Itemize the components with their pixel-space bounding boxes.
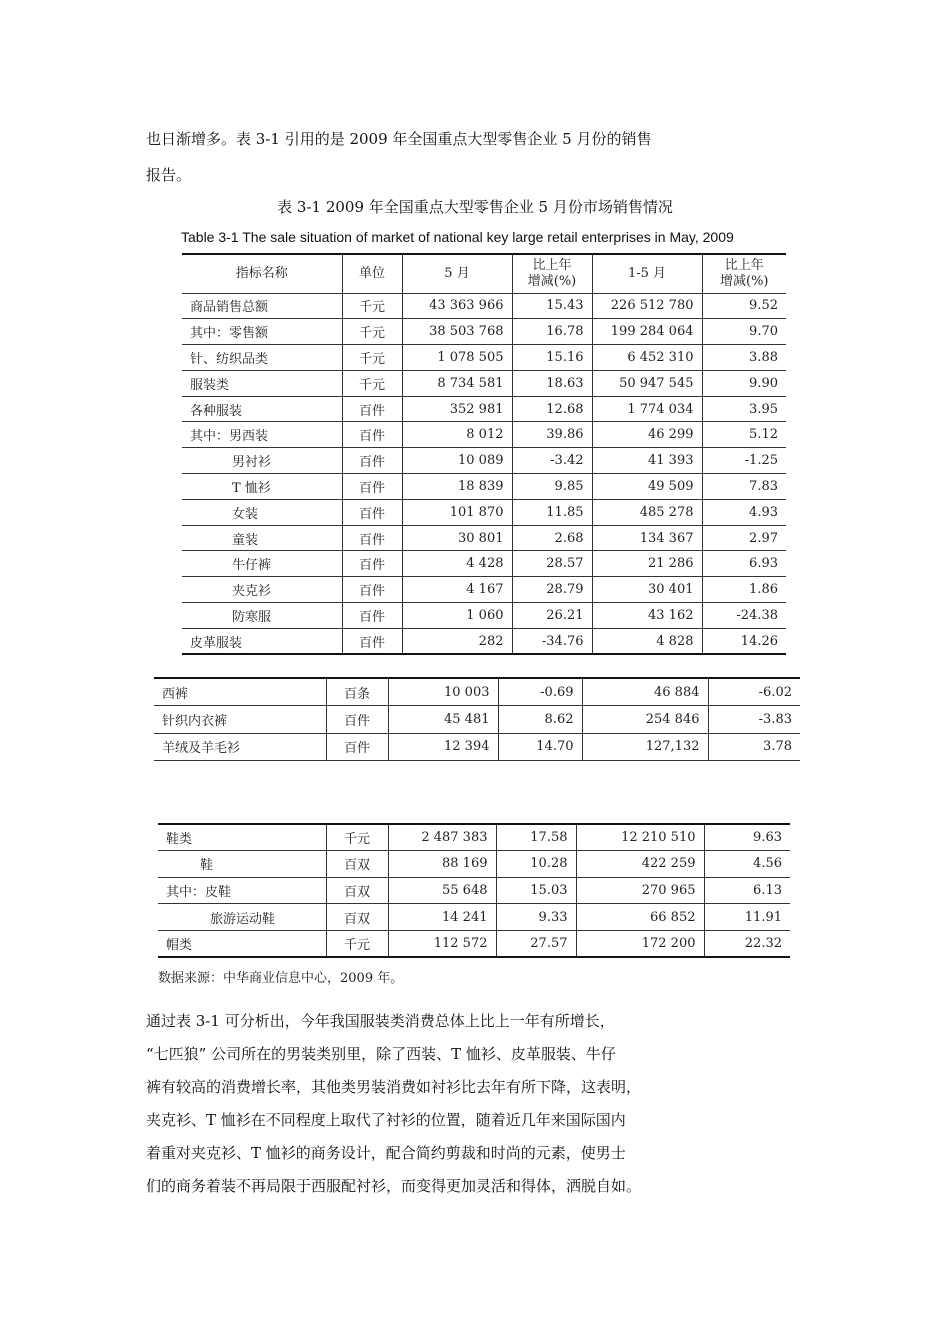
row-value: 2.97 [702,525,786,551]
row-label: 鞋 [158,851,326,878]
row-value: 28.57 [512,551,592,577]
row-label: 防寒服 [182,603,342,629]
analysis-line-2: “七匹狼” 公司所在的男装类别里，除了西装、T 恤衫、皮革服装、牛仔 [146,1045,616,1063]
table-row [182,448,786,474]
row-value: 30 401 [592,577,702,603]
row-label: 羊绒及羊毛衫 [154,733,326,761]
row-value: 4 167 [402,577,512,603]
row-value: 127,132 [582,733,708,761]
row-value: 4 428 [402,551,512,577]
row-value: 11.91 [704,904,790,931]
row-value: 27.57 [496,930,576,957]
table-row [182,293,786,319]
table-row [182,551,786,577]
row-value: 88 169 [388,851,496,878]
table-row [158,930,790,957]
row-value: 101 870 [402,499,512,525]
row-value: 6.93 [702,551,786,577]
row-value: 270 965 [576,877,704,904]
row-unit: 百件 [342,525,402,551]
row-value: 41 393 [592,448,702,474]
row-value: 9.63 [704,824,790,851]
row-unit: 百条 [326,678,388,706]
row-label: 夹克衫 [182,577,342,603]
row-value: 9.70 [702,319,786,345]
row-value: 4.93 [702,499,786,525]
table-row [154,706,800,734]
table-row [182,628,786,654]
row-value: 10 003 [388,678,498,706]
analysis-line-3: 裤有较高的消费增长率，其他类男装消费如衬衫比去年有所下降，这表明， [146,1078,642,1096]
row-unit: 百双 [326,877,388,904]
row-value: 22.32 [704,930,790,957]
row-value: 9.90 [702,370,786,396]
row-label: 针织内衣裤 [154,706,326,734]
row-label: 针、纺织品类 [182,345,342,371]
data-source-note: 数据来源：中华商业信息中心，2009 年。 [158,971,404,986]
row-value: 352 981 [402,396,512,422]
row-value: 46 884 [582,678,708,706]
row-value: 18 839 [402,474,512,500]
row-label: 服装类 [182,370,342,396]
row-value: 485 278 [592,499,702,525]
row-value: 3.88 [702,345,786,371]
row-value: 112 572 [388,930,496,957]
analysis-line-6: 们的商务着装不再局限于西服配衬衫，而变得更加灵活和得体，洒脱自如。 [146,1177,642,1195]
row-value: 46 299 [592,422,702,448]
row-label: 商品销售总额 [182,293,342,319]
table-2-body [154,678,800,761]
table-row [182,525,786,551]
row-value: 6.13 [704,877,790,904]
header-yoy-jan-may: 比上年 增减(%) [702,254,786,293]
row-label: 男衬衫 [182,448,342,474]
table-row [182,577,786,603]
table-3-body [158,824,790,957]
row-unit: 百件 [326,706,388,734]
row-value: 226 512 780 [592,293,702,319]
analysis-line-1: 通过表 3-1 可分析出，今年我国服装类消费总体上比上一年有所增长， [146,1012,615,1030]
row-label: 牛仔裤 [182,551,342,577]
table-row [158,851,790,878]
table-row [158,904,790,931]
analysis-line-4: 夹克衫、T 恤衫在不同程度上取代了衬衫的位置，随着近几年来国际国内 [146,1111,626,1129]
row-value: 15.16 [512,345,592,371]
row-label: 各种服装 [182,396,342,422]
row-value: 10.28 [496,851,576,878]
intro-line-2: 报告。 [146,166,192,184]
row-value: 66 852 [576,904,704,931]
row-value: 3.78 [708,733,800,761]
row-label: 其中：皮鞋 [158,877,326,904]
row-value: 38 503 768 [402,319,512,345]
row-value: 49 509 [592,474,702,500]
row-value: 6 452 310 [592,345,702,371]
row-value: 21 286 [592,551,702,577]
row-value: 14.70 [498,733,582,761]
row-value: 254 846 [582,706,708,734]
row-value: 199 284 064 [592,319,702,345]
row-label: 其中：零售额 [182,319,342,345]
row-value: 28.79 [512,577,592,603]
row-value: 1.86 [702,577,786,603]
header-indicator: 指标名称 [182,254,342,293]
table-row [182,319,786,345]
row-value: 14 241 [388,904,496,931]
row-value: 43 162 [592,603,702,629]
table-row [182,499,786,525]
header-unit: 单位 [342,254,402,293]
row-value: 282 [402,628,512,654]
sales-table-part-3 [158,823,790,958]
row-value: -0.69 [498,678,582,706]
row-value: 43 363 966 [402,293,512,319]
row-value: 55 648 [388,877,496,904]
row-unit: 百双 [326,851,388,878]
row-unit: 百件 [342,628,402,654]
table-1-body [182,293,786,654]
sales-table-part-1 [182,253,786,655]
row-value: 12 394 [388,733,498,761]
row-unit: 千元 [342,345,402,371]
row-value: 18.63 [512,370,592,396]
row-value: 15.43 [512,293,592,319]
intro-line-1: 也日渐增多。表 3-1 引用的是 2009 年全国重点大型零售企业 5 月份的销售 [146,130,652,148]
row-value: -34.76 [512,628,592,654]
table-row [154,733,800,761]
row-value: 134 367 [592,525,702,551]
row-value: 9.33 [496,904,576,931]
row-unit: 千元 [326,930,388,957]
row-value: 1 774 034 [592,396,702,422]
row-unit: 百件 [342,448,402,474]
table-row [182,603,786,629]
row-value: 17.58 [496,824,576,851]
row-value: 422 259 [576,851,704,878]
analysis-line-5: 着重对夹克衫、T 恤衫的商务设计，配合简约剪裁和时尚的元素，使男士 [146,1144,626,1162]
row-value: 9.52 [702,293,786,319]
row-value: 50 947 545 [592,370,702,396]
row-value: -24.38 [702,603,786,629]
row-label: 帽类 [158,930,326,957]
table-caption-cn: 表 3-1 2009 年全国重点大型零售企业 5 月份市场销售情况 [277,198,673,216]
table-row [158,877,790,904]
row-value: -1.25 [702,448,786,474]
row-value: 16.78 [512,319,592,345]
header-yoy-may: 比上年 增减(%) [512,254,592,293]
row-value: 1 060 [402,603,512,629]
row-label: 鞋类 [158,824,326,851]
table-row [182,370,786,396]
row-value: 8.62 [498,706,582,734]
row-value: 12 210 510 [576,824,704,851]
row-value: 9.85 [512,474,592,500]
row-unit: 百件 [342,499,402,525]
row-label: 西裤 [154,678,326,706]
row-value: 172 200 [576,930,704,957]
row-label: 女装 [182,499,342,525]
row-value: -3.83 [708,706,800,734]
row-value: 2 487 383 [388,824,496,851]
table-caption-en: Table 3-1 The sale situation of market of national key large retail enterprises in May, 2009 [181,229,734,245]
row-value: 45 481 [388,706,498,734]
row-value: 4 828 [592,628,702,654]
row-unit: 百件 [342,603,402,629]
row-value: 4.56 [704,851,790,878]
row-value: -3.42 [512,448,592,474]
table-row [158,824,790,851]
row-value: 1 078 505 [402,345,512,371]
row-value: 39.86 [512,422,592,448]
table-row [182,345,786,371]
row-value: 3.95 [702,396,786,422]
row-unit: 千元 [326,824,388,851]
row-unit: 百件 [342,396,402,422]
row-label: 皮革服装 [182,628,342,654]
row-unit: 百件 [342,474,402,500]
row-value: 15.03 [496,877,576,904]
row-label: 旅游运动鞋 [158,904,326,931]
row-unit: 千元 [342,319,402,345]
row-value: 11.85 [512,499,592,525]
table-row [182,422,786,448]
row-value: -6.02 [708,678,800,706]
row-value: 8 734 581 [402,370,512,396]
sales-table-part-2 [154,677,800,761]
table-header-row [182,254,786,293]
table-row [182,474,786,500]
row-value: 7.83 [702,474,786,500]
row-value: 8 012 [402,422,512,448]
header-may: 5 月 [402,254,512,293]
row-value: 26.21 [512,603,592,629]
row-unit: 百件 [326,733,388,761]
row-unit: 百件 [342,551,402,577]
row-value: 30 801 [402,525,512,551]
row-value: 12.68 [512,396,592,422]
row-value: 2.68 [512,525,592,551]
row-unit: 千元 [342,293,402,319]
row-label: T 恤衫 [182,474,342,500]
row-value: 10 089 [402,448,512,474]
row-label: 童装 [182,525,342,551]
row-value: 14.26 [702,628,786,654]
row-unit: 百双 [326,904,388,931]
header-jan-may: 1-5 月 [592,254,702,293]
row-unit: 百件 [342,577,402,603]
row-unit: 百件 [342,422,402,448]
table-row [154,678,800,706]
row-label: 其中：男西装 [182,422,342,448]
row-unit: 千元 [342,370,402,396]
row-value: 5.12 [702,422,786,448]
table-row [182,396,786,422]
